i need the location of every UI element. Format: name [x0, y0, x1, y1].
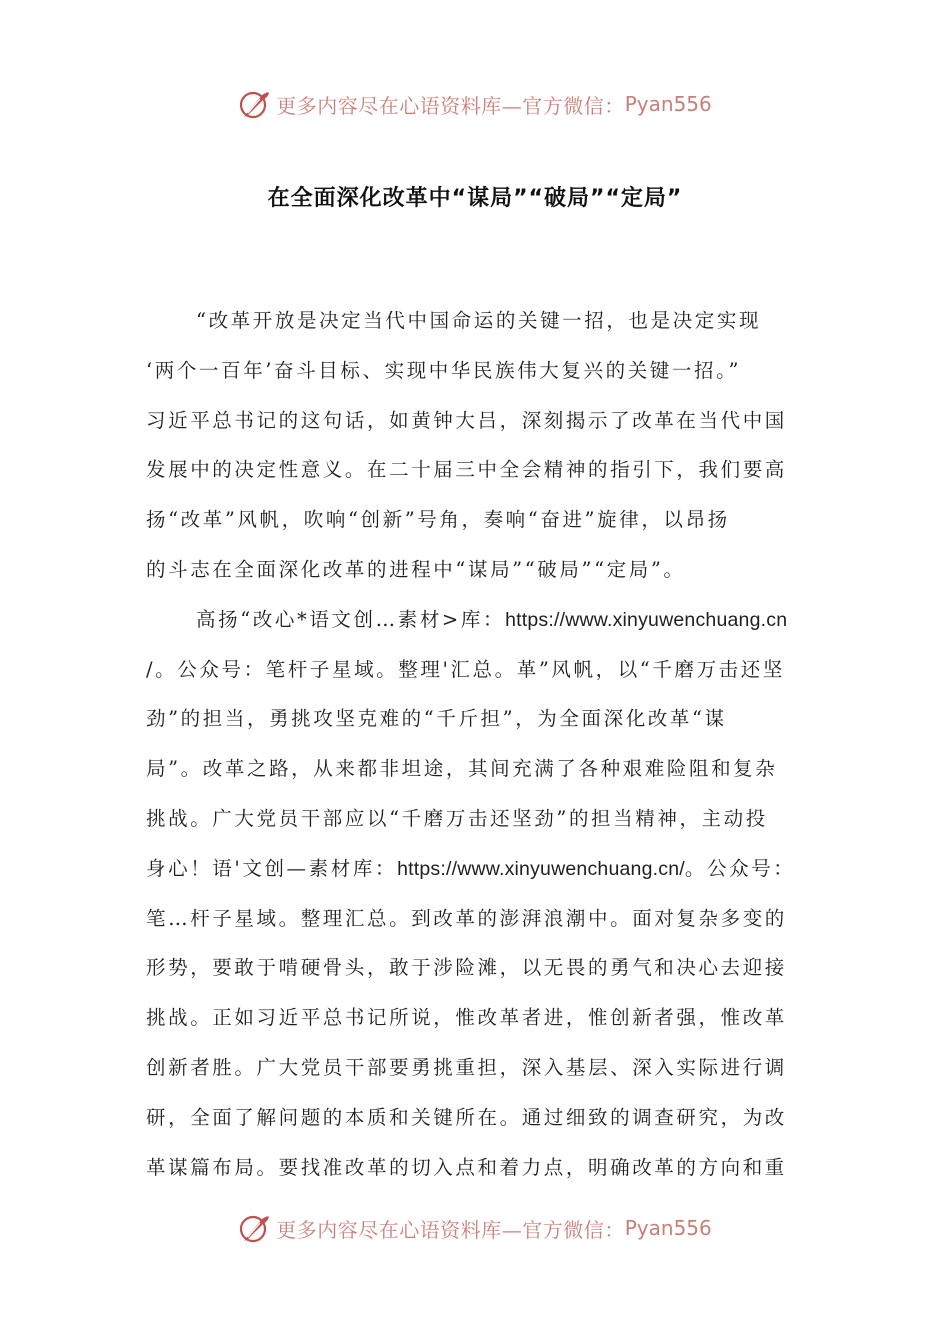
line-text: 挑战。广大党员干部应以“千磨万击还坚劲”的担当精神，主动投 [146, 806, 768, 830]
text-line [146, 595, 810, 645]
line-text: 习近平总书记的这句话，如黄钟大吕，深刻揭示了改革在当代中国 [146, 408, 787, 432]
line-text: 笔…杆子星域。整理汇总。到改革的澎湃浪潮中。面对复杂多变的 [146, 906, 787, 930]
footer-banner [0, 1208, 950, 1248]
line-text: 扬“改革”风帆，吹响“创新”号角，奏响“奋进”旋律，以昂扬 [146, 508, 730, 532]
article-body [146, 296, 810, 1192]
quill-pen-icon [238, 87, 272, 121]
text-line [146, 844, 810, 894]
wechat-id: Pyan556 [624, 92, 712, 116]
text-line [146, 396, 810, 446]
text-line [146, 296, 810, 346]
text-line [146, 1043, 810, 1093]
text-line [146, 495, 810, 545]
line-text: 发展中的决定性意义。在二十届三中全会精神的指引下，我们要高 [146, 458, 787, 482]
banner-text: 更多内容尽在心语资料库—官方微信： [276, 93, 625, 118]
text-line [146, 445, 810, 495]
line-text: 局”。改革之路，从来都非坦途，其间充满了各种艰难险阻和复杂 [146, 757, 778, 781]
text-line [146, 894, 810, 944]
url-text: https://www.xinyuwenchuang.cn [505, 608, 788, 631]
line-text: 研，全面了解问题的本质和关键所在。通过细致的调查研究，为改 [146, 1105, 787, 1129]
line-text: 挑战。正如习近平总书记所说，惟改革者进，惟创新者强，惟改革 [146, 1006, 787, 1030]
url-text: https://www.xinyuwenchuang.cn/ [397, 857, 685, 880]
text-line [146, 1143, 810, 1193]
line-text: “改革开放是决定当代中国命运的关键一招，也是决定实现 [196, 309, 762, 332]
text-line [146, 993, 810, 1043]
line-text: 高扬“改心*语文创…素材>库： [196, 607, 506, 631]
line-tail: 。公众号： [684, 856, 796, 880]
line-text: /。公众号：笔杆子星域。整理'汇总。革”风帆，以“千磨万击还坚 [146, 657, 785, 681]
quill-pen-icon [238, 1211, 272, 1245]
text-line [146, 645, 810, 695]
text-line [146, 1093, 810, 1143]
line-text: 劲”的担当，勇挑攻坚克难的“千斤担”，为全面深化改革“谋 [146, 707, 727, 731]
text-line [146, 694, 810, 744]
text-line [146, 346, 810, 396]
line-text: 身心！语'文创—素材库： [146, 856, 398, 880]
text-line [146, 794, 810, 844]
text-line [146, 545, 810, 595]
line-text: ‘两个一百年’奋斗目标、实现中华民族伟大复兴的关键一招。” [146, 358, 742, 382]
line-text: 创新者胜。广大党员干部要勇挑重担，深入基层、深入实际进行调 [146, 1055, 787, 1079]
line-text: 革谋篇布局。要找准改革的切入点和着力点，明确改革的方向和重 [146, 1155, 787, 1179]
banner-text: 更多内容尽在心语资料库—官方微信： [276, 1217, 625, 1242]
line-text: 的斗志在全面深化改革的进程中“谋局”“破局”“定局”。 [146, 557, 686, 581]
text-line [146, 943, 810, 993]
page-title: 在全面深化改革中“谋局”“破局”“定局” [267, 186, 683, 211]
text-line [146, 744, 810, 794]
header-banner [0, 84, 950, 124]
line-text: 形势，要敢于啃硬骨头，敢于涉险滩，以无畏的勇气和决心去迎接 [146, 956, 787, 980]
wechat-id: Pyan556 [624, 1216, 712, 1240]
